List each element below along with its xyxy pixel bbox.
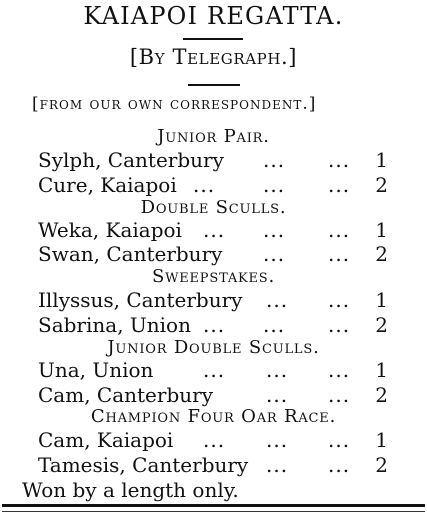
leader-dots: ... bbox=[328, 288, 351, 312]
result-row bbox=[38, 453, 388, 475]
footer-note: Won by a length only. bbox=[22, 478, 239, 502]
byline: [By Telegraph.] bbox=[129, 45, 298, 69]
crew-name: Weka, Kaiapoi bbox=[38, 218, 182, 242]
leader-dots: ... bbox=[328, 383, 351, 407]
leader-dots: ... bbox=[266, 453, 289, 477]
place-number: 1 bbox=[375, 358, 388, 382]
crew-name: Sabrina, Union bbox=[38, 313, 191, 337]
place-number: 2 bbox=[375, 313, 388, 337]
leader-dots: ... bbox=[328, 218, 351, 242]
headline-rule bbox=[183, 38, 243, 40]
leader-dots: ... bbox=[203, 428, 226, 452]
result-row bbox=[38, 148, 388, 170]
crew-name: Swan, Canterbury bbox=[38, 242, 223, 266]
place-number: 2 bbox=[375, 173, 388, 197]
leader-dots: ... bbox=[263, 173, 286, 197]
leader-dots: ... bbox=[266, 428, 289, 452]
place-number: 1 bbox=[375, 148, 388, 172]
leader-dots: ... bbox=[266, 383, 289, 407]
result-row bbox=[38, 383, 388, 405]
column-end-rule bbox=[2, 504, 425, 507]
section-title-junior-double-sculls: Junior Double Sculls. bbox=[107, 337, 320, 358]
place-number: 1 bbox=[375, 218, 388, 242]
byline-rule bbox=[188, 84, 240, 86]
article-headline: KAIAPOI REGATTA. bbox=[83, 2, 344, 30]
leader-dots: ... bbox=[263, 218, 286, 242]
crew-name: Cure, Kaiapoi bbox=[38, 173, 177, 197]
place-number: 2 bbox=[375, 242, 388, 266]
result-row bbox=[38, 313, 388, 335]
result-row bbox=[38, 173, 388, 195]
leader-dots: ... bbox=[263, 313, 286, 337]
section-title-double-sculls: Double Sculls. bbox=[140, 197, 287, 218]
result-row bbox=[38, 242, 388, 264]
place-number: 1 bbox=[375, 288, 388, 312]
place-number: 2 bbox=[375, 453, 388, 477]
leader-dots: ... bbox=[203, 358, 226, 382]
result-row bbox=[38, 428, 388, 450]
leader-dots: ... bbox=[266, 358, 289, 382]
leader-dots: ... bbox=[193, 173, 216, 197]
leader-dots: ... bbox=[328, 358, 351, 382]
leader-dots: ... bbox=[263, 148, 286, 172]
leader-dots: ... bbox=[328, 242, 351, 266]
leader-dots: ... bbox=[328, 313, 351, 337]
crew-name: Una, Union bbox=[38, 358, 154, 382]
section-title-sweepstakes: Sweepstakes. bbox=[151, 266, 276, 287]
leader-dots: ... bbox=[328, 453, 351, 477]
leader-dots: ... bbox=[263, 242, 286, 266]
crew-name: Sylph, Canterbury bbox=[38, 148, 224, 172]
correspondent-line: [from our own correspondent.] bbox=[32, 94, 317, 114]
crew-name: Cam, Kaiapoi bbox=[38, 428, 174, 452]
result-row bbox=[38, 218, 388, 240]
place-number: 2 bbox=[375, 383, 388, 407]
leader-dots: ... bbox=[328, 173, 351, 197]
column-end-rule-thin bbox=[2, 511, 425, 512]
result-row bbox=[38, 358, 388, 380]
section-title-junior-pair: Junior Pair. bbox=[157, 126, 270, 147]
result-row bbox=[38, 288, 388, 310]
leader-dots: ... bbox=[266, 288, 289, 312]
leader-dots: ... bbox=[203, 218, 226, 242]
crew-name: Cam, Canterbury bbox=[38, 383, 213, 407]
crew-name: Illyssus, Canterbury bbox=[38, 288, 243, 312]
leader-dots: ... bbox=[328, 428, 351, 452]
section-title-champion-four-oar-race: Champion Four Oar Race. bbox=[90, 406, 337, 427]
place-number: 1 bbox=[375, 428, 388, 452]
leader-dots: ... bbox=[328, 148, 351, 172]
leader-dots: ... bbox=[203, 313, 226, 337]
crew-name: Tamesis, Canterbury bbox=[38, 453, 249, 477]
